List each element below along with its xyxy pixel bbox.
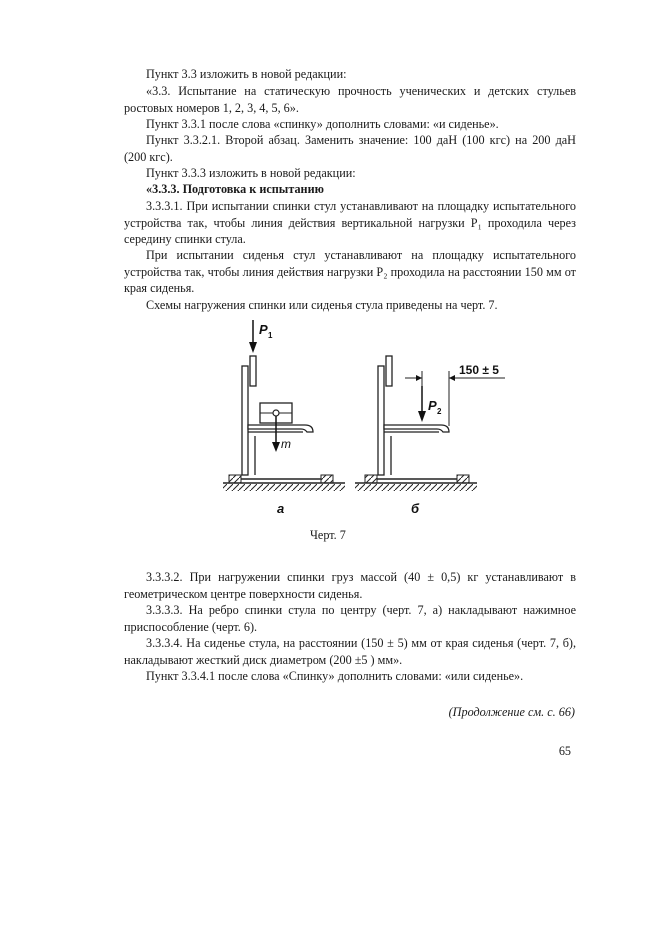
paragraph-3-3-3-4: 3.3.3.4. На сиденье стула, на расстоянии (150 ± 5) мм от края сиденья (черт. 7, б), накладывают жесткий диск диаметром (200 ±5 ) мм». <box>124 636 576 667</box>
dimension-label: 150 ± 5 <box>459 363 499 377</box>
paragraph-schemes: Схемы нагружения спинки или сиденья стула приведены на черт. 7. <box>146 298 498 312</box>
scheme-b <box>355 356 505 516</box>
label-p2: P <box>428 398 437 413</box>
label-b: б <box>411 501 420 516</box>
page-number: 65 <box>558 744 571 758</box>
paragraph-seat-test: При испытании сиденья стул устанавливают на площадку испытательного устройства так, чтобы линия действия нагрузки P₂ проходила на расстоянии 150 мм от края сиденья. <box>124 248 576 296</box>
continuation-note: (Продолжение см. с. 66) <box>448 705 575 719</box>
figure-load-schemes <box>215 316 560 521</box>
paragraph-3-3-3-2: 3.3.3.2. При нагружении спинки груз массой (40 ± 0,5) кг устанавливают в геометрическом центре поверхности сиденья. <box>124 570 576 601</box>
section-heading-3-3-3: «3.3.3. Подготовка к испытанию <box>146 182 324 196</box>
label-p2-sub: 2 <box>437 407 442 416</box>
paragraph-amend-3-3-4-1: Пункт 3.3.4.1 после слова «Спинку» дополнить словами: «или сиденье». <box>146 669 524 683</box>
figure-caption: Черт. 7 <box>310 528 346 542</box>
label-p1-sub: 1 <box>268 331 273 340</box>
paragraph-amend-3-3-3: Пункт 3.3.3 изложить в новой редакции: <box>146 166 356 180</box>
paragraph-amend-3-3-2-1: Пункт 3.3.2.1. Второй абзац. Заменить значение: 100 даН (100 кгс) на 200 даН (200 кгс). <box>124 133 576 164</box>
paragraph-3-3-3-3: 3.3.3.3. На ребро спинки стула по центру (черт. 7, а) накладывают нажимное приспособление (черт. 6). <box>124 603 576 634</box>
label-p1: P <box>259 322 268 337</box>
paragraph-3-3-3-1: 3.3.3.1. При испытании спинки стул устанавливают на площадку испытательного устройства так, чтобы линия действия вертикальной нагрузки P₁ проходила через середину спинки стула. <box>124 199 576 247</box>
paragraph-amend-3-3: Пункт 3.3 изложить в новой редакции: <box>146 67 347 81</box>
label-m: m <box>281 437 291 451</box>
paragraph-amend-3-3-1: Пункт 3.3.1 после слова «спинку» дополнить словами: «и сиденье». <box>146 117 499 131</box>
scheme-a <box>223 320 345 516</box>
label-a: а <box>277 501 285 516</box>
paragraph-3-3-text: «3.3. Испытание на статическую прочность ученических и детских стульев ростовых номеров 1, 2, 3, 4, 5, 6». <box>124 84 576 115</box>
